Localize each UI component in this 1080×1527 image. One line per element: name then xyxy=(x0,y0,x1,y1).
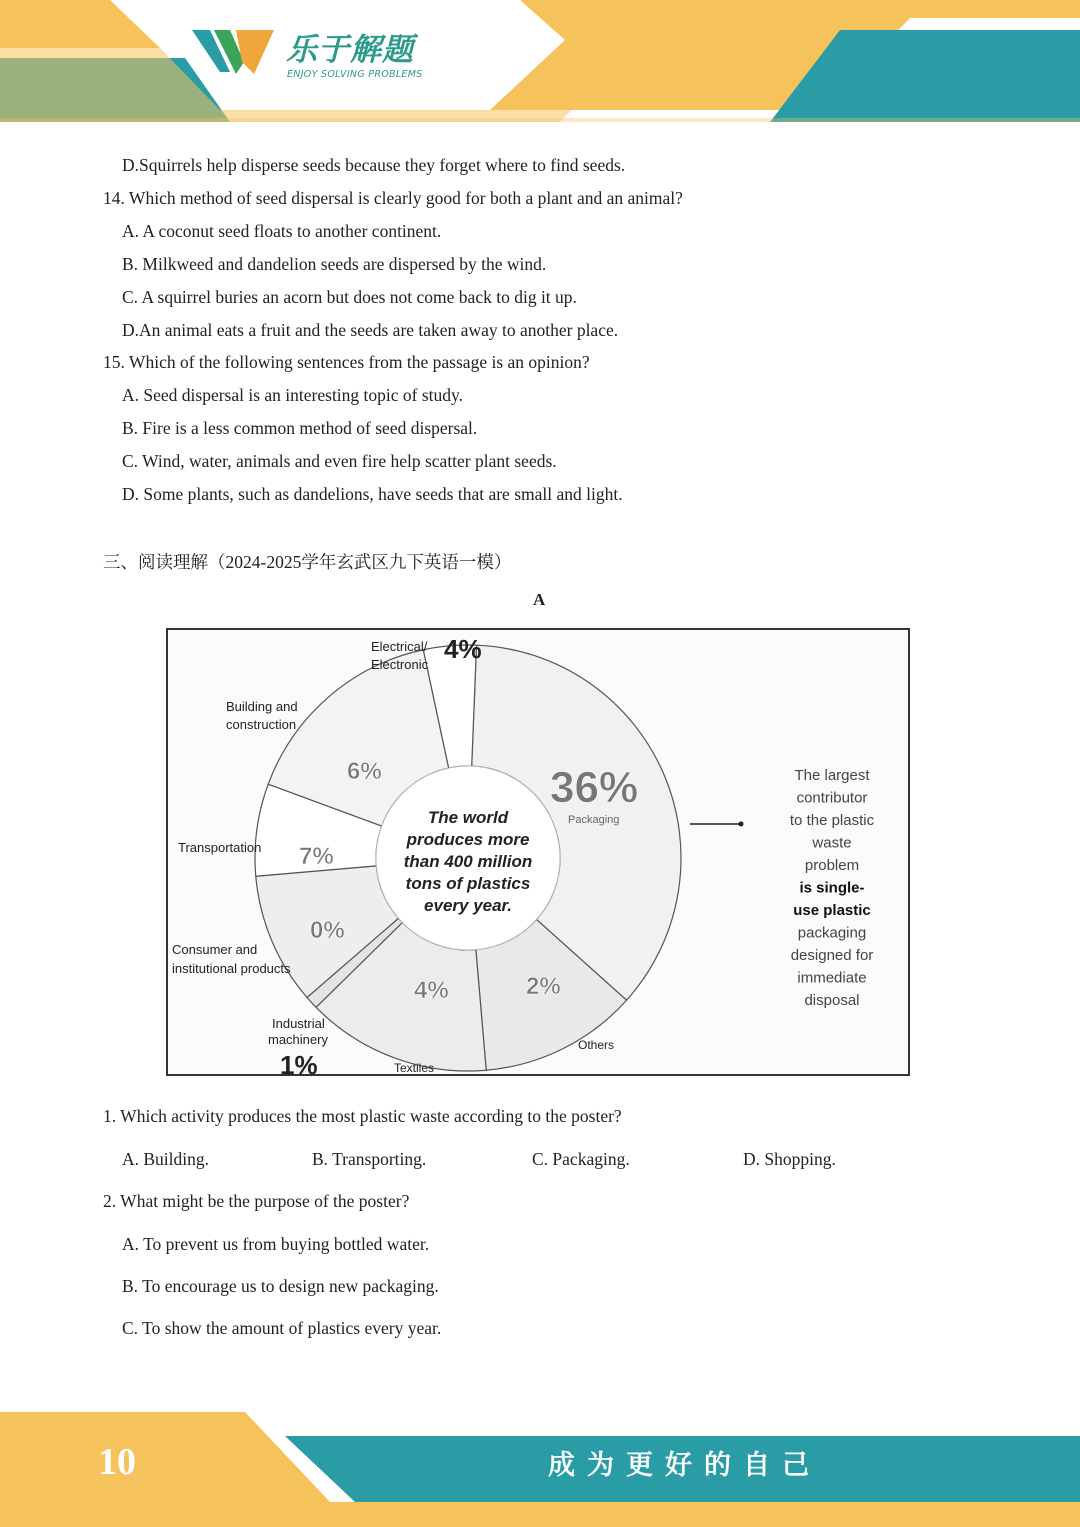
q1-stem: 1. Which activity produces the most plastic waste according to the poster? xyxy=(103,1106,622,1126)
q14-option-d: D.An animal eats a fruit and the seeds are taken away to another place. xyxy=(122,320,619,340)
label-industrial-1: Industrial xyxy=(272,1016,325,1031)
q2-option-a: A. To prevent us from buying bottled water. xyxy=(122,1234,430,1254)
annotation-line: disposal xyxy=(804,992,860,1009)
q2-option-b: B. To encourage us to design new packaging. xyxy=(122,1276,439,1296)
q2-stem: 2. What might be the purpose of the poster? xyxy=(103,1191,410,1211)
pct-textiles: 4% xyxy=(414,977,449,1004)
header-banner-graphic xyxy=(0,0,1080,122)
annotation-line: designed for xyxy=(790,947,874,964)
pct-packaging: 36% xyxy=(550,763,639,812)
q2-option-c: C. To show the amount of plastics every year. xyxy=(122,1318,442,1338)
annotation-line: use plastic xyxy=(793,902,871,919)
pct-building: 6% xyxy=(347,758,382,785)
label-packaging-inner: Packaging xyxy=(568,814,620,826)
page-number: 10 xyxy=(98,1441,136,1483)
pct-transportation: 7% xyxy=(299,843,334,870)
q13-option-d: D.Squirrels help disperse seeds because they forget where to find seeds. xyxy=(122,155,626,175)
q15-option-a: A. Seed dispersal is an interesting topic of study. xyxy=(122,385,464,405)
center-line-5: every year. xyxy=(424,896,512,915)
annotation-line: packaging xyxy=(797,924,867,942)
brand-name: 乐于解题 xyxy=(286,32,414,68)
plastic-poster xyxy=(166,628,910,1076)
label-building-1: Building and xyxy=(226,699,298,714)
section-title: 三、阅读理解（2024-2025学年玄武区九下英语一模） xyxy=(103,552,512,572)
q1-option-b: B. Transporting. xyxy=(312,1149,427,1169)
center-line-2: produces more xyxy=(406,830,530,849)
pct-others: 2% xyxy=(526,973,561,1000)
q14-option-a: A. A coconut seed floats to another continent. xyxy=(122,221,442,241)
footer-banner-graphic xyxy=(0,1412,1080,1527)
q15-option-b: B. Fire is a less common method of seed dispersal. xyxy=(122,418,478,438)
label-industrial-pct: 1% xyxy=(280,1050,318,1074)
plastic-pie-chart xyxy=(168,630,908,1074)
label-consumer-2: institutional products xyxy=(172,961,291,976)
annotation-line: The largest xyxy=(794,767,870,784)
q1-option-c: C. Packaging. xyxy=(532,1149,630,1169)
annotation-line: is single- xyxy=(799,879,865,897)
label-electrical-2: Electronic xyxy=(371,657,429,672)
footer-slogan: 成为更好的自己 xyxy=(548,1450,821,1481)
label-textiles: Textiles xyxy=(394,1061,435,1074)
annotation-dot xyxy=(739,822,744,827)
q1-option-d: D. Shopping. xyxy=(743,1149,836,1169)
page-header xyxy=(0,0,1080,122)
q14-stem: 14. Which method of seed dispersal is clearly good for both a plant and an animal? xyxy=(103,188,683,208)
label-building-2: construction xyxy=(226,717,297,732)
q14-option-c: C. A squirrel buries an acorn but does not come back to dig it up. xyxy=(122,287,577,307)
label-others: Others xyxy=(578,1038,615,1052)
center-line-4: tons of plastics xyxy=(405,874,531,893)
annotation-line: contributor xyxy=(796,789,868,807)
annotation-line: to the plastic xyxy=(789,812,875,829)
label-transportation: Transportation xyxy=(178,840,262,855)
q15-option-c: C. Wind, water, animals and even fire help scatter plant seeds. xyxy=(122,451,557,471)
center-line-1: The world xyxy=(427,808,509,827)
label-electrical-1: Electrical/ xyxy=(371,639,428,654)
annotation-line: problem xyxy=(804,857,860,874)
pct-consumer: 0% xyxy=(310,917,345,944)
q15-stem: 15. Which of the following sentences from the passage is an opinion? xyxy=(103,352,590,372)
passage-letter: A xyxy=(533,590,546,609)
label-industrial-2: machinery xyxy=(268,1032,328,1047)
label-consumer-1: Consumer and xyxy=(172,942,258,957)
annotation-line: immediate xyxy=(797,969,867,987)
logo-icon xyxy=(192,22,282,82)
q14-option-b: B. Milkweed and dandelion seeds are dispersed by the wind. xyxy=(122,254,547,274)
annotation-line: waste xyxy=(812,834,852,852)
q1-option-a: A. Building. xyxy=(122,1149,210,1169)
brand-tagline: ENJOY SOLVING PROBLEMS xyxy=(287,69,423,80)
q15-option-d: D. Some plants, such as dandelions, have seeds that are small and light. xyxy=(122,484,623,504)
label-electrical-pct: 4% xyxy=(444,634,482,664)
center-line-3: than 400 million xyxy=(403,852,533,871)
page-footer xyxy=(0,1412,1080,1527)
